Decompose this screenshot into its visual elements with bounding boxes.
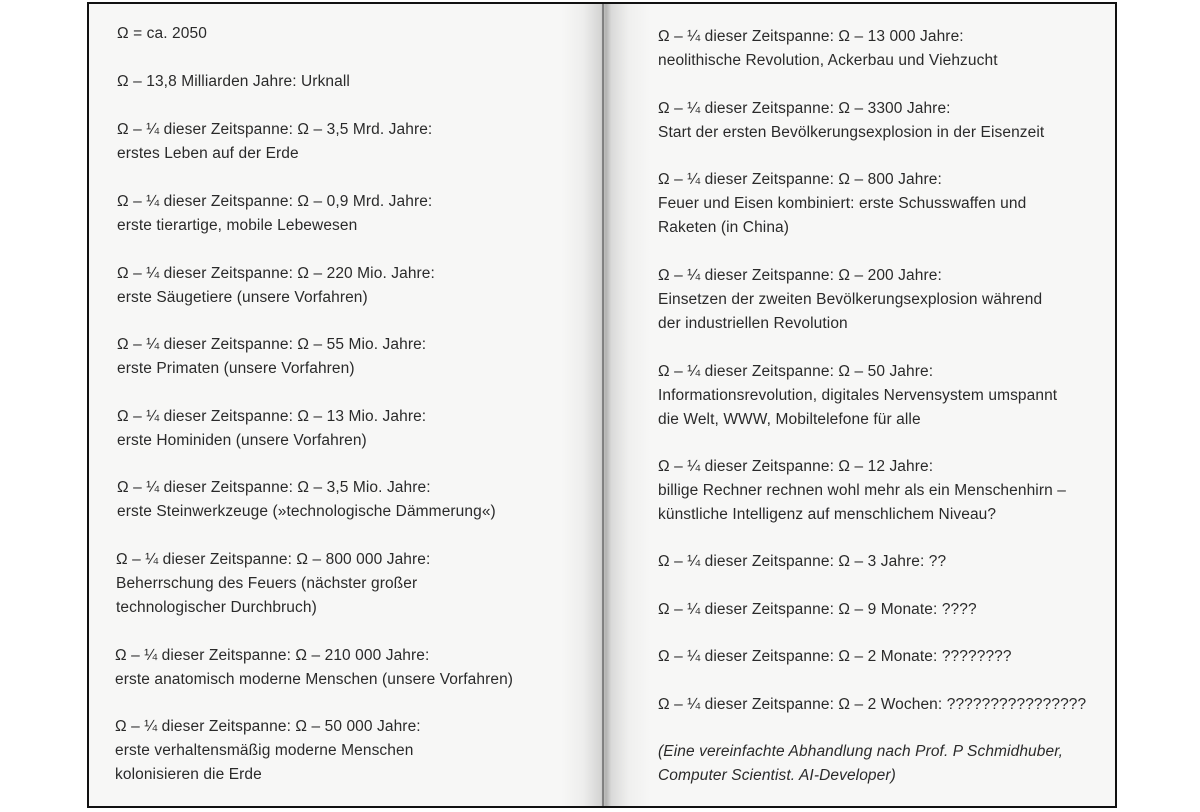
right-line: Raketen (in China) [658,219,790,236]
left-line: Ω – ¼ dieser Zeitspanne: Ω – 220 Mio. Jahre: [117,265,435,282]
right-line: Ω – ¼ dieser Zeitspanne: Ω – 50 Jahre: [658,363,934,380]
left-line: erste anatomisch moderne Menschen (unsere Vorfahren) [115,671,514,688]
left-line: Ω – ¼ dieser Zeitspanne: Ω – 3,5 Mio. Jahre: [117,479,431,496]
left-line: erste Säugetiere (unsere Vorfahren) [117,289,368,306]
right-line: Ω – ¼ dieser Zeitspanne: Ω – 3 Jahre: ?? [658,553,947,570]
left-line: Ω – ¼ dieser Zeitspanne: Ω – 0,9 Mrd. Jahre: [117,193,433,210]
left-line: Ω – 13,8 Milliarden Jahre: Urknall [117,73,350,90]
left-line: Beherrschung des Feuers (nächster großer [116,575,418,592]
left-line: erste tierartige, mobile Lebewesen [117,217,358,234]
right-line: Ω – ¼ dieser Zeitspanne: Ω – 9 Monate: ???? [658,601,977,618]
left-line: erste Steinwerkzeuge (»technologische Dämmerung«) [117,503,496,520]
left-line: erste Hominiden (unsere Vorfahren) [117,432,367,449]
right-line: Ω – ¼ dieser Zeitspanne: Ω – 3300 Jahre: [658,100,951,117]
left-line: erste Primaten (unsere Vorfahren) [117,360,355,377]
left-line: kolonisieren die Erde [115,766,262,783]
left-line: Ω – ¼ dieser Zeitspanne: Ω – 55 Mio. Jahre: [117,336,427,353]
right-line: Start der ersten Bevölkerungsexplosion in der Eisenzeit [658,124,1045,141]
right-line: neolithische Revolution, Ackerbau und Viehzucht [658,52,998,69]
left-line: Ω – ¼ dieser Zeitspanne: Ω – 13 Mio. Jahre: [117,408,427,425]
right-line: Ω – ¼ dieser Zeitspanne: Ω – 800 Jahre: [658,171,942,188]
left-line: Ω = ca. 2050 [117,25,207,42]
right-line: billige Rechner rechnen wohl mehr als ein Menschenhirn – [658,482,1066,499]
right-line: Informationsrevolution, digitales Nervensystem umspannt [658,387,1058,404]
right-line: die Welt, WWW, Mobiltelefone für alle [658,411,921,428]
left-line: technologischer Durchbruch) [116,599,317,616]
left-line: Ω – ¼ dieser Zeitspanne: Ω – 800 000 Jahre: [116,551,431,568]
attribution-note: (Eine vereinfachte Abhandlung nach Prof. P Schmidhuber, [658,743,1064,760]
left-line: Ω – ¼ dieser Zeitspanne: Ω – 210 000 Jahre: [115,647,430,664]
right-line: der industriellen Revolution [658,315,848,332]
right-line: Feuer und Eisen kombiniert: erste Schusswaffen und [658,195,1027,212]
book-spine-crease [602,4,604,806]
attribution-note: Computer Scientist. AI-Developer) [658,767,896,784]
left-line: erstes Leben auf der Erde [117,145,299,162]
left-line: Ω – ¼ dieser Zeitspanne: Ω – 50 000 Jahre: [115,718,421,735]
right-line: Ω – ¼ dieser Zeitspanne: Ω – 12 Jahre: [658,458,934,475]
right-line: Ω – ¼ dieser Zeitspanne: Ω – 13 000 Jahre: [658,28,964,45]
right-line: Ω – ¼ dieser Zeitspanne: Ω – 200 Jahre: [658,267,942,284]
right-line: Einsetzen der zweiten Bevölkerungsexplosion während [658,291,1043,308]
book-spine-shadow [561,4,651,806]
right-line: Ω – ¼ dieser Zeitspanne: Ω – 2 Monate: ???????? [658,648,1012,665]
left-line: erste verhaltensmäßig moderne Menschen [115,742,414,759]
left-line: Ω – ¼ dieser Zeitspanne: Ω – 3,5 Mrd. Jahre: [117,121,433,138]
book-spread [87,2,1117,808]
right-line: künstliche Intelligenz auf menschlichem Niveau? [658,506,997,523]
right-line: Ω – ¼ dieser Zeitspanne: Ω – 2 Wochen: ???????????????? [658,696,1087,713]
